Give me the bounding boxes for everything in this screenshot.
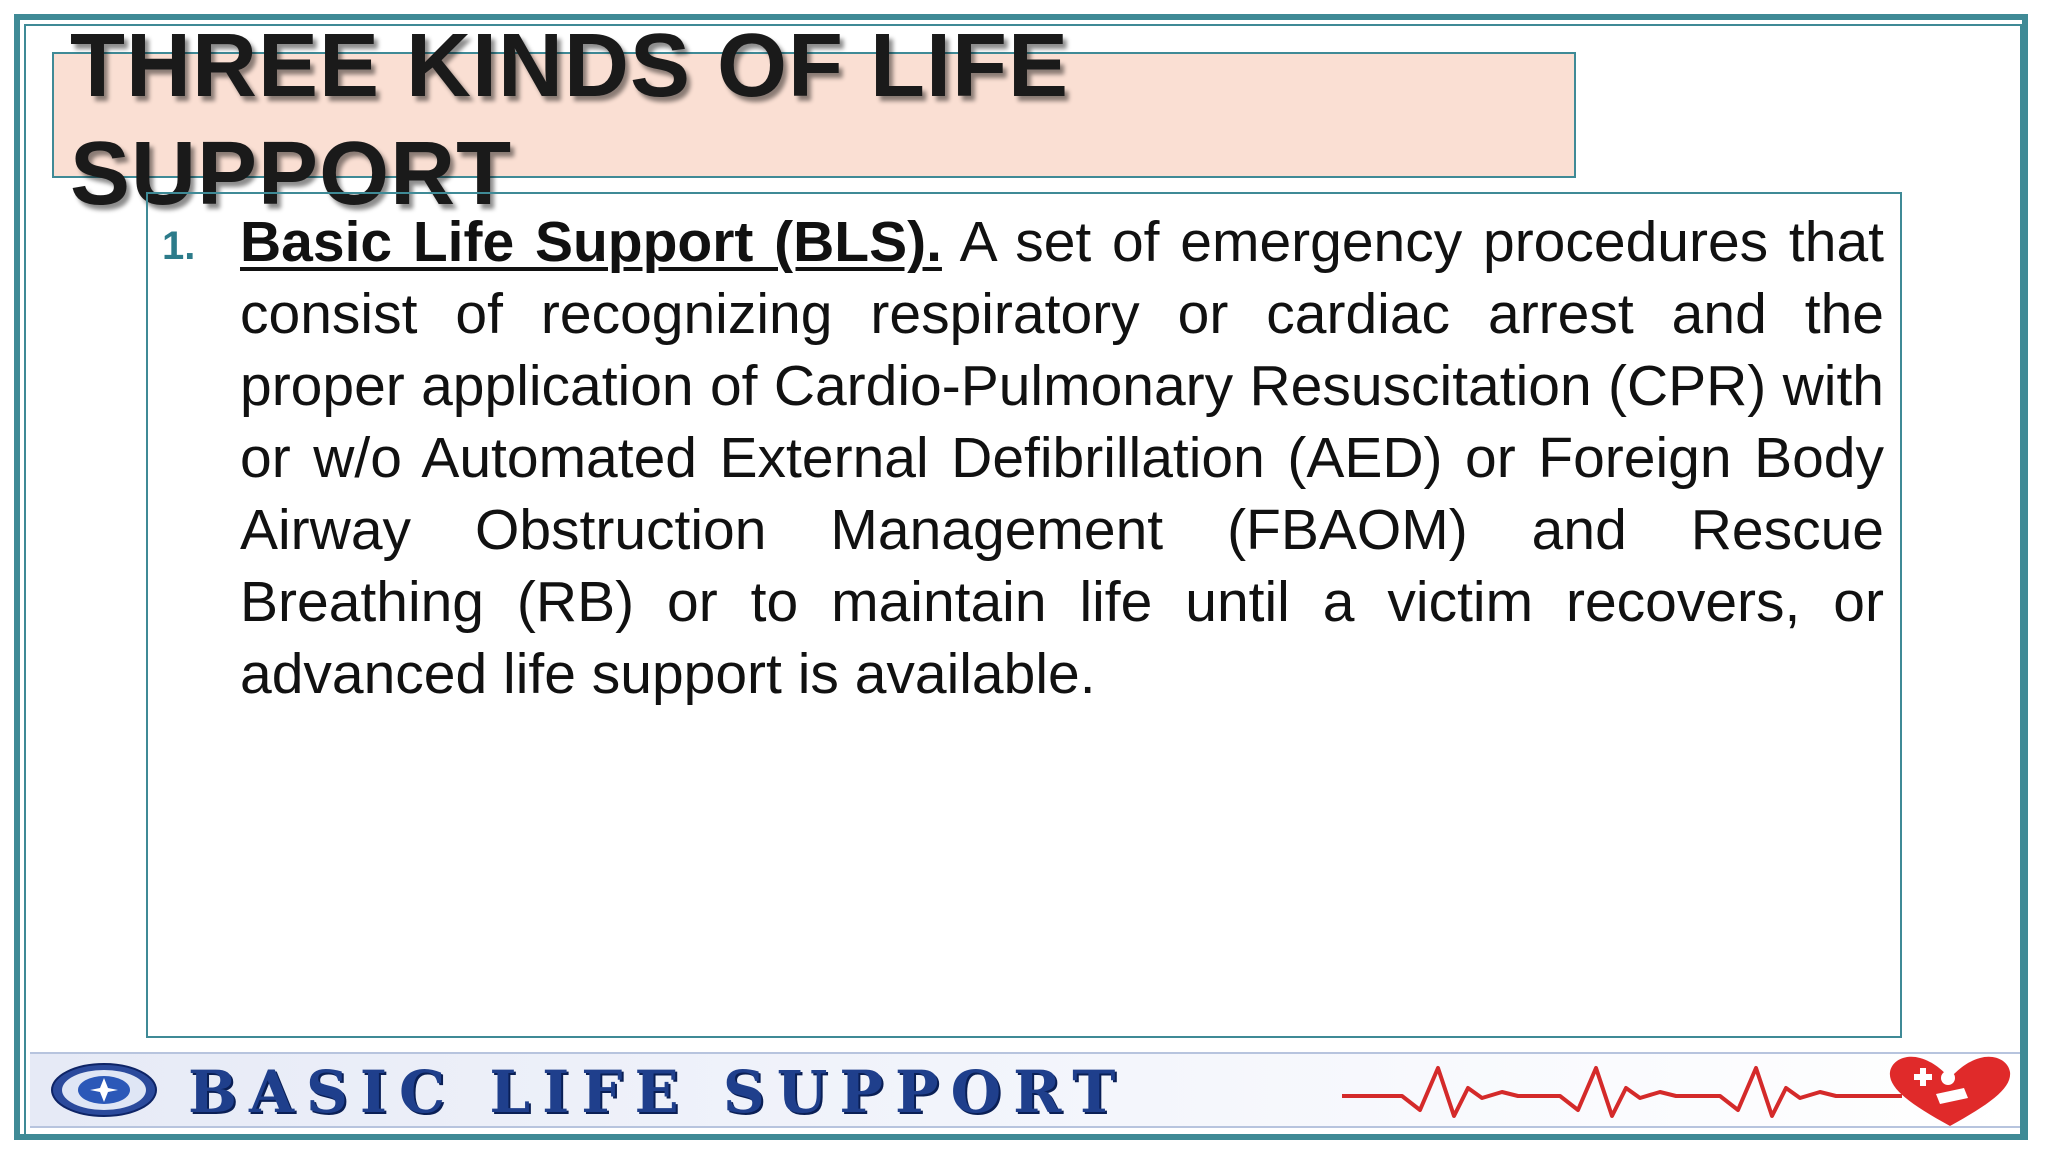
- footer-banner: [30, 1052, 2020, 1128]
- seal-icon: [50, 1062, 158, 1118]
- list-number: 1.: [162, 224, 196, 268]
- slide-title: THREE KINDS OF LIFE SUPPORT: [70, 16, 1070, 224]
- heartbeat-line-icon: [1342, 1054, 1902, 1130]
- list-item: [240, 206, 1884, 710]
- list-item-definition: A set of emergency procedures that consist of recognizing respiratory or cardiac arrest and the proper application of Cardio-Pulmonary Resuscitation (CPR) with or w/o Automated External Defibrillation (AED) or Foreign Body Airway Obstruction Management (FBAOM) and Rescue Breathing (RB) or to maintain life until a victim recovers, or advanced life support is available.: [240, 210, 1884, 706]
- heart-cpr-icon: [1880, 1054, 2020, 1130]
- banner-title: BASIC LIFE SUPPORT: [188, 1058, 1128, 1126]
- list-item-term: Basic Life Support (BLS).: [240, 210, 942, 274]
